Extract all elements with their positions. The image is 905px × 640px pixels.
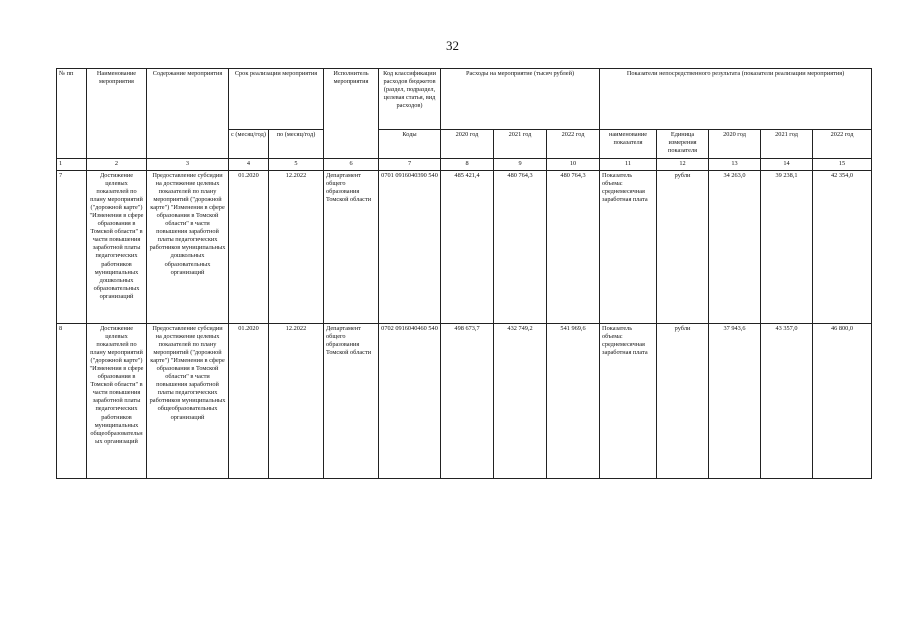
indicator-2021: 43 357,0 (761, 324, 813, 479)
header-classification: Код классификации расходов бюджетов (раздел, подраздел, целевая статья, вид расходов) (379, 69, 441, 130)
executor: Департамент общего образования Томской области (324, 324, 379, 479)
page-number: 32 (446, 38, 459, 53)
header-no: № пп (57, 69, 87, 159)
header-row (57, 69, 872, 130)
expense-2022: 541 969,6 (547, 324, 600, 479)
budget-codes: 0702 0916040460 540 (379, 324, 441, 479)
column-number: 12 (657, 159, 709, 171)
column-number: 11 (600, 159, 657, 171)
subheader-expense-2021: 2021 год (494, 130, 547, 159)
column-number: 7 (379, 159, 441, 171)
table-row (57, 324, 872, 479)
table-row (57, 171, 872, 324)
expense-2020: 485 421,4 (441, 171, 494, 324)
column-number: 10 (547, 159, 600, 171)
header-period: Срок реализации мероприятия (229, 69, 324, 130)
period-from: 01.2020 (229, 324, 269, 479)
expense-2021: 432 749,2 (494, 324, 547, 479)
indicator-2021: 39 238,1 (761, 171, 813, 324)
activity-content: Предоставление субсидии на достижение целевых показателей по плану мероприятий ("дорожной карте") "Изменения в сфере образования в Томской области" в части повышения заработной платы педагогических работников муниципальных дошкольных образовательных организаций (147, 171, 229, 324)
column-number: 15 (813, 159, 872, 171)
indicator-2022: 46 800,0 (813, 324, 872, 479)
indicator-name: Показатель объема: среднемесячная заработная плата (600, 171, 657, 324)
column-number-row (57, 159, 872, 171)
period-to: 12.2022 (269, 171, 324, 324)
column-number: 1 (57, 159, 87, 171)
subheader-expense-2022: 2022 год (547, 130, 600, 159)
activity-name: Достижение целевых показателей по плану мероприятий ("дорожной карте") "Изменения в сфере образования в Томской области" в части повышения заработной платы педагогических работников муниципальных дошкольных образовательных организаций (87, 171, 147, 324)
indicator-2020: 34 263,0 (709, 171, 761, 324)
column-number: 8 (441, 159, 494, 171)
subheader-indicator-2020: 2020 год (709, 130, 761, 159)
expense-2022: 480 764,3 (547, 171, 600, 324)
column-number: 3 (147, 159, 229, 171)
column-number: 4 (229, 159, 269, 171)
period-from: 01.2020 (229, 171, 269, 324)
header-expenses: Расходы на мероприятие (тысяч рублей) (441, 69, 600, 130)
subheader-indicator-name: наименование показателя (600, 130, 657, 159)
activity-content: Предоставление субсидии на достижение целевых показателей по плану мероприятий ("дорожной карте") "Изменения в сфере образования в Томской области" в части повышения заработной платы педагогических работников муниципальных общеобразовательных организаций (147, 324, 229, 479)
header-executor: Исполнитель мероприятия (324, 69, 379, 159)
column-number: 5 (269, 159, 324, 171)
column-number: 9 (494, 159, 547, 171)
expense-2020: 498 673,7 (441, 324, 494, 479)
row-number: 7 (57, 171, 87, 324)
subheader-to: по (месяц/год) (269, 130, 324, 159)
subheader-indicator-2021: 2021 год (761, 130, 813, 159)
row-number: 8 (57, 324, 87, 479)
budget-codes: 0701 0916040390 540 (379, 171, 441, 324)
column-number: 14 (761, 159, 813, 171)
header-name: Наименование мероприятия (87, 69, 147, 159)
activity-name: Достижение целевых показателей по плану мероприятий ("дорожной карте") "Изменения в сфере образования в Томской области" в части повышения заработной платы педагогических работников муниципальных общеобразовательных организаций (87, 324, 147, 479)
expense-2021: 480 764,3 (494, 171, 547, 324)
subheader-expense-2020: 2020 год (441, 130, 494, 159)
indicator-name: Показатель объема: среднемесячная заработная плата (600, 324, 657, 479)
subheader-codes: Коды (379, 130, 441, 159)
indicator-2022: 42 354,0 (813, 171, 872, 324)
column-number: 6 (324, 159, 379, 171)
subheader-indicator-2022: 2022 год (813, 130, 872, 159)
period-to: 12.2022 (269, 324, 324, 479)
unit: рубли (657, 324, 709, 479)
subheader-from: с (месяц/год) (229, 130, 269, 159)
header-content: Содержание мероприятия (147, 69, 229, 159)
header-indicators: Показатели непосредственного результата (показатели реализации мероприятия) (600, 69, 872, 130)
column-number: 2 (87, 159, 147, 171)
unit: рубли (657, 171, 709, 324)
executor: Департамент общего образования Томской области (324, 171, 379, 324)
indicator-2020: 37 943,6 (709, 324, 761, 479)
subheader-unit: Единица измерения показателя (657, 130, 709, 159)
activities-table (56, 68, 872, 479)
column-number: 13 (709, 159, 761, 171)
